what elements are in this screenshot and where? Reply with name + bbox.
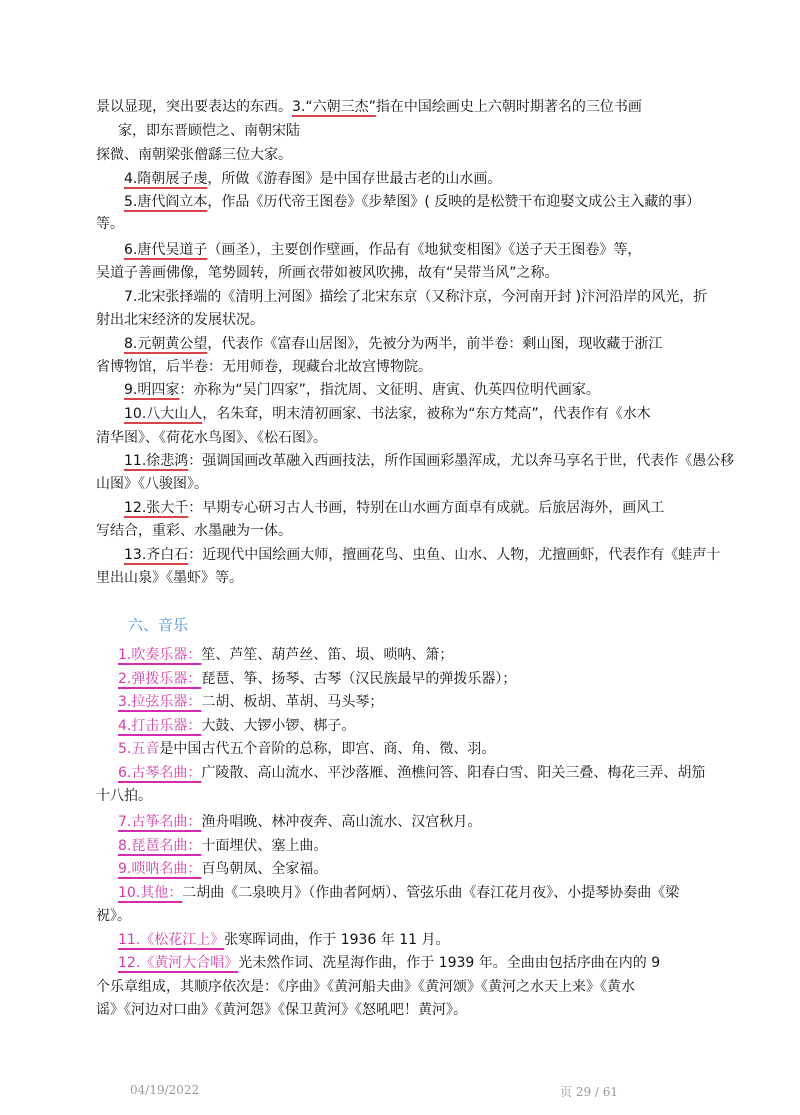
term: 8.琵琶名曲： [118, 838, 202, 854]
term: 1.吹奏乐器： [118, 647, 202, 663]
list-item [124, 497, 744, 519]
text-line [96, 96, 716, 118]
text: 渔舟唱晚、林冲夜奔、高山流水、汉宫秋月。 [201, 814, 482, 830]
footer-date: 04/19/2022 [130, 1083, 200, 1097]
text: ，作品《历代帝王图卷》《步辇图》( 反映的是松赞干布迎娶文成公主入藏的事） [207, 194, 701, 210]
list-item [118, 835, 738, 857]
text: ，名朱耷，明末清初画家、书法家，被称为“东方梵高”，代表作有《水木 [202, 406, 651, 422]
text-line: 里出山泉》《墨虾》等。 [96, 570, 243, 586]
text: 光未然作词、冼星海作曲，作于 1939 年。全曲由包括序曲在内的 9 [238, 955, 661, 971]
list-item [124, 168, 744, 190]
term: 6.唐代吴道子 [124, 242, 208, 258]
list-item [118, 691, 738, 713]
term: 12.张大千 [124, 500, 189, 516]
term-six-dynasties: 3.“六朝三杰” [292, 99, 376, 115]
list-item [118, 811, 738, 833]
term: 13.齐白石 [124, 547, 189, 563]
text-line: 探微、南朝梁张僧繇三位大家。 [96, 147, 292, 163]
text: ：近现代中国绘画大师，擅画花鸟、虫鱼、山水、人物，尤擅画虾，代表作有《蛙声十 [188, 547, 721, 563]
list-item [118, 762, 738, 784]
text-line: 省博物馆，后半卷：无用师卷，现藏台北故宫博物院。 [96, 359, 432, 375]
text: 景以显现，突出要表达的东西。 [96, 99, 292, 115]
text-line: 射出北宋经济的发展状况。 [96, 312, 264, 328]
text: 大鼓、大锣小锣、梆子。 [201, 718, 356, 734]
term: 10.八大山人 [124, 406, 203, 422]
list-item [124, 333, 744, 355]
list-item [118, 668, 738, 690]
list-item [118, 858, 738, 880]
text-line: 吴道子善画佛像，笔势圆转，所画衣带如被风吹拂，故有“吴带当风”之称。 [96, 265, 559, 281]
text: ：早期专心研习古人书画，特别在山水画方面卓有成就。后旅居海外，画风工 [188, 500, 665, 516]
list-item [124, 450, 744, 472]
text: 指在中国绘画史上六朝时期著名的三位书画 [375, 99, 642, 115]
text: ，代表作《富春山居图》，先被分为两半，前半卷：剩山图，现收藏于浙江 [207, 336, 663, 352]
list-item [118, 929, 738, 951]
text-line: 山图》《八骏图》。 [96, 476, 208, 492]
text: 琵琶、筝、扬琴、古琴（汉民族最早的弹拨乐器）； [201, 671, 517, 687]
list-item [118, 882, 738, 904]
list-item [124, 379, 744, 401]
term: 4.隋朝展子虔 [124, 171, 208, 187]
term: 7.古筝名曲： [118, 814, 202, 830]
text-line: 家，即东晋顾恺之、南朝宋陆 [118, 123, 300, 139]
list-item [118, 715, 738, 737]
list-item [118, 644, 738, 666]
text: ：亦称为“吴门四家”，指沈周、文征明、唐寅、仇英四位明代画家。 [179, 382, 600, 398]
term: 11.《松花江上》 [118, 932, 225, 948]
text-line: 谣》《河边对口曲》《黄河怨》《保卫黄河》《怒吼吧！黄河》。 [96, 1002, 467, 1018]
text: 二胡、板胡、革胡、马头琴； [201, 694, 384, 710]
term: 10.其他： [118, 885, 183, 901]
text: 张寒晖词曲，作于 1936 年 11 月。 [224, 932, 450, 948]
text-line: 十八拍。 [96, 788, 152, 804]
term: 9.唢呐名曲： [118, 861, 202, 877]
list-item [118, 738, 738, 760]
footer-page-number: 页 29 / 61 [560, 1085, 619, 1099]
text: ：强调国画改革融入西画技法，所作国画彩墨浑成，尤以奔马享名于世，代表作《愚公移 [188, 453, 735, 469]
text: 广陵散、高山流水、平沙落雁、渔樵问答、阳春白雪、阳关三叠、梅花三弄、胡笳 [201, 765, 706, 781]
term: 6.古琴名曲： [118, 765, 202, 781]
text: （画圣），主要创作壁画，作品有《地狱变相图》《送子天王图卷》等， [207, 242, 642, 258]
text-line: 个乐章组成，其顺序依次是：《序曲》《黄河船夫曲》《黄河颂》《黄河之水天上来》《黄水 [96, 979, 635, 995]
term: 9.明四家 [124, 382, 180, 398]
text: 是中国古代五个音阶的总称，即宫、商、角、徵、羽。 [159, 741, 496, 757]
term: 12.《黄河大合唱》 [118, 955, 239, 971]
term: 4.打击乐器： [118, 718, 202, 734]
list-item: 7.北宋张择端的《清明上河图》描绘了北宋东京（又称汴京，今河南开封 )汴河沿岸的风光，折 [124, 289, 708, 305]
list-item [124, 191, 744, 213]
section-heading-music: 六、音乐 [128, 616, 189, 634]
term: 2.弹拨乐器： [118, 671, 202, 687]
term: 5.五音 [118, 741, 160, 757]
list-item [124, 544, 744, 566]
term: 11.徐悲鸿 [124, 453, 189, 469]
text: 百鸟朝凤、全家福。 [201, 861, 328, 877]
text-line: 清华图》、《荷花水鸟图》、《松石图》。 [96, 430, 327, 446]
text: ，所做《游春图》是中国存世最古老的山水画。 [207, 171, 502, 187]
text: 笙、芦笙、葫芦丝、笛、埙、唢呐、箫； [201, 647, 454, 663]
term: 3.拉弦乐器： [118, 694, 202, 710]
text: 十面埋伏、塞上曲。 [201, 838, 328, 854]
term: 8.元朝黄公望 [124, 336, 208, 352]
text-line: 写结合，重彩、水墨融为一体。 [96, 523, 292, 539]
text-line: 祝》。 [96, 908, 131, 924]
list-item [124, 403, 744, 425]
text-line: 等。 [96, 216, 124, 232]
text: 二胡曲《二泉映月》（作曲者阿炳）、管弦乐曲《春江花月夜》、小提琴协奏曲《梁 [182, 885, 680, 901]
term: 5.唐代阎立本 [124, 194, 208, 210]
list-item [118, 952, 738, 974]
list-item [124, 239, 744, 261]
